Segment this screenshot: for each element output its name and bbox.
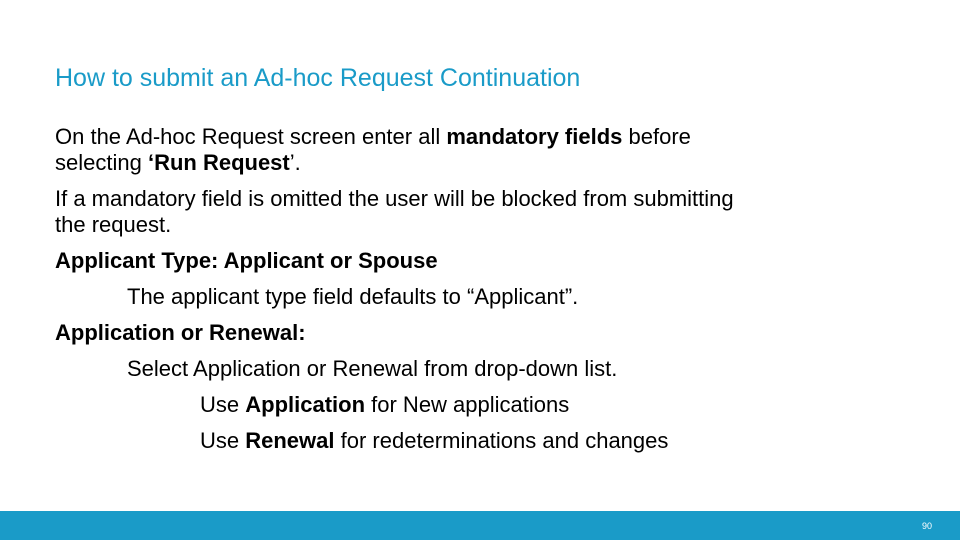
instruction-text: ’. xyxy=(289,150,301,175)
instruction-text: before xyxy=(622,124,691,149)
use-renewal-block xyxy=(55,428,915,454)
omitted-field-line-2: the request. xyxy=(55,212,172,237)
instruction-paragraph xyxy=(55,124,915,176)
slide-title: How to submit an Ad-hoc Request Continuation xyxy=(55,64,581,92)
renewal-emphasis: Renewal xyxy=(245,428,335,453)
use-renewal-line xyxy=(200,428,915,454)
application-renewal-detail-block xyxy=(55,356,915,382)
use-prefix: Use xyxy=(200,392,246,417)
omitted-field-paragraph xyxy=(55,186,915,238)
use-suffix: for redeterminations and changes xyxy=(334,428,669,453)
instruction-line-1 xyxy=(55,124,915,150)
use-application-line xyxy=(200,392,915,418)
applicant-type-section xyxy=(55,248,915,274)
application-renewal-section xyxy=(55,320,915,346)
application-renewal-detail: Select Application or Renewal from drop-down list. xyxy=(127,356,618,381)
use-suffix: for New applications xyxy=(365,392,570,417)
page-number: 90 xyxy=(921,521,932,531)
instruction-text: On the Ad-hoc Request screen enter all xyxy=(55,124,447,149)
application-renewal-heading: Application or Renewal: xyxy=(55,320,306,345)
applicant-type-detail-block xyxy=(55,284,915,310)
slide-body xyxy=(55,124,915,454)
applicant-type-heading: Applicant Type: Applicant or Spouse xyxy=(55,248,438,273)
application-emphasis: Application xyxy=(245,392,366,417)
use-application-block xyxy=(55,392,915,418)
mandatory-fields-emphasis: mandatory fields xyxy=(446,124,623,149)
run-request-emphasis: ‘Run Request xyxy=(147,150,290,175)
instruction-text: selecting xyxy=(55,150,148,175)
instruction-line-2 xyxy=(55,150,915,176)
omitted-field-line-1: If a mandatory field is omitted the user will be blocked from submitting xyxy=(55,186,734,211)
applicant-type-detail: The applicant type field defaults to “Applicant”. xyxy=(127,284,579,309)
footer-bar xyxy=(0,511,960,540)
use-prefix: Use xyxy=(200,428,246,453)
